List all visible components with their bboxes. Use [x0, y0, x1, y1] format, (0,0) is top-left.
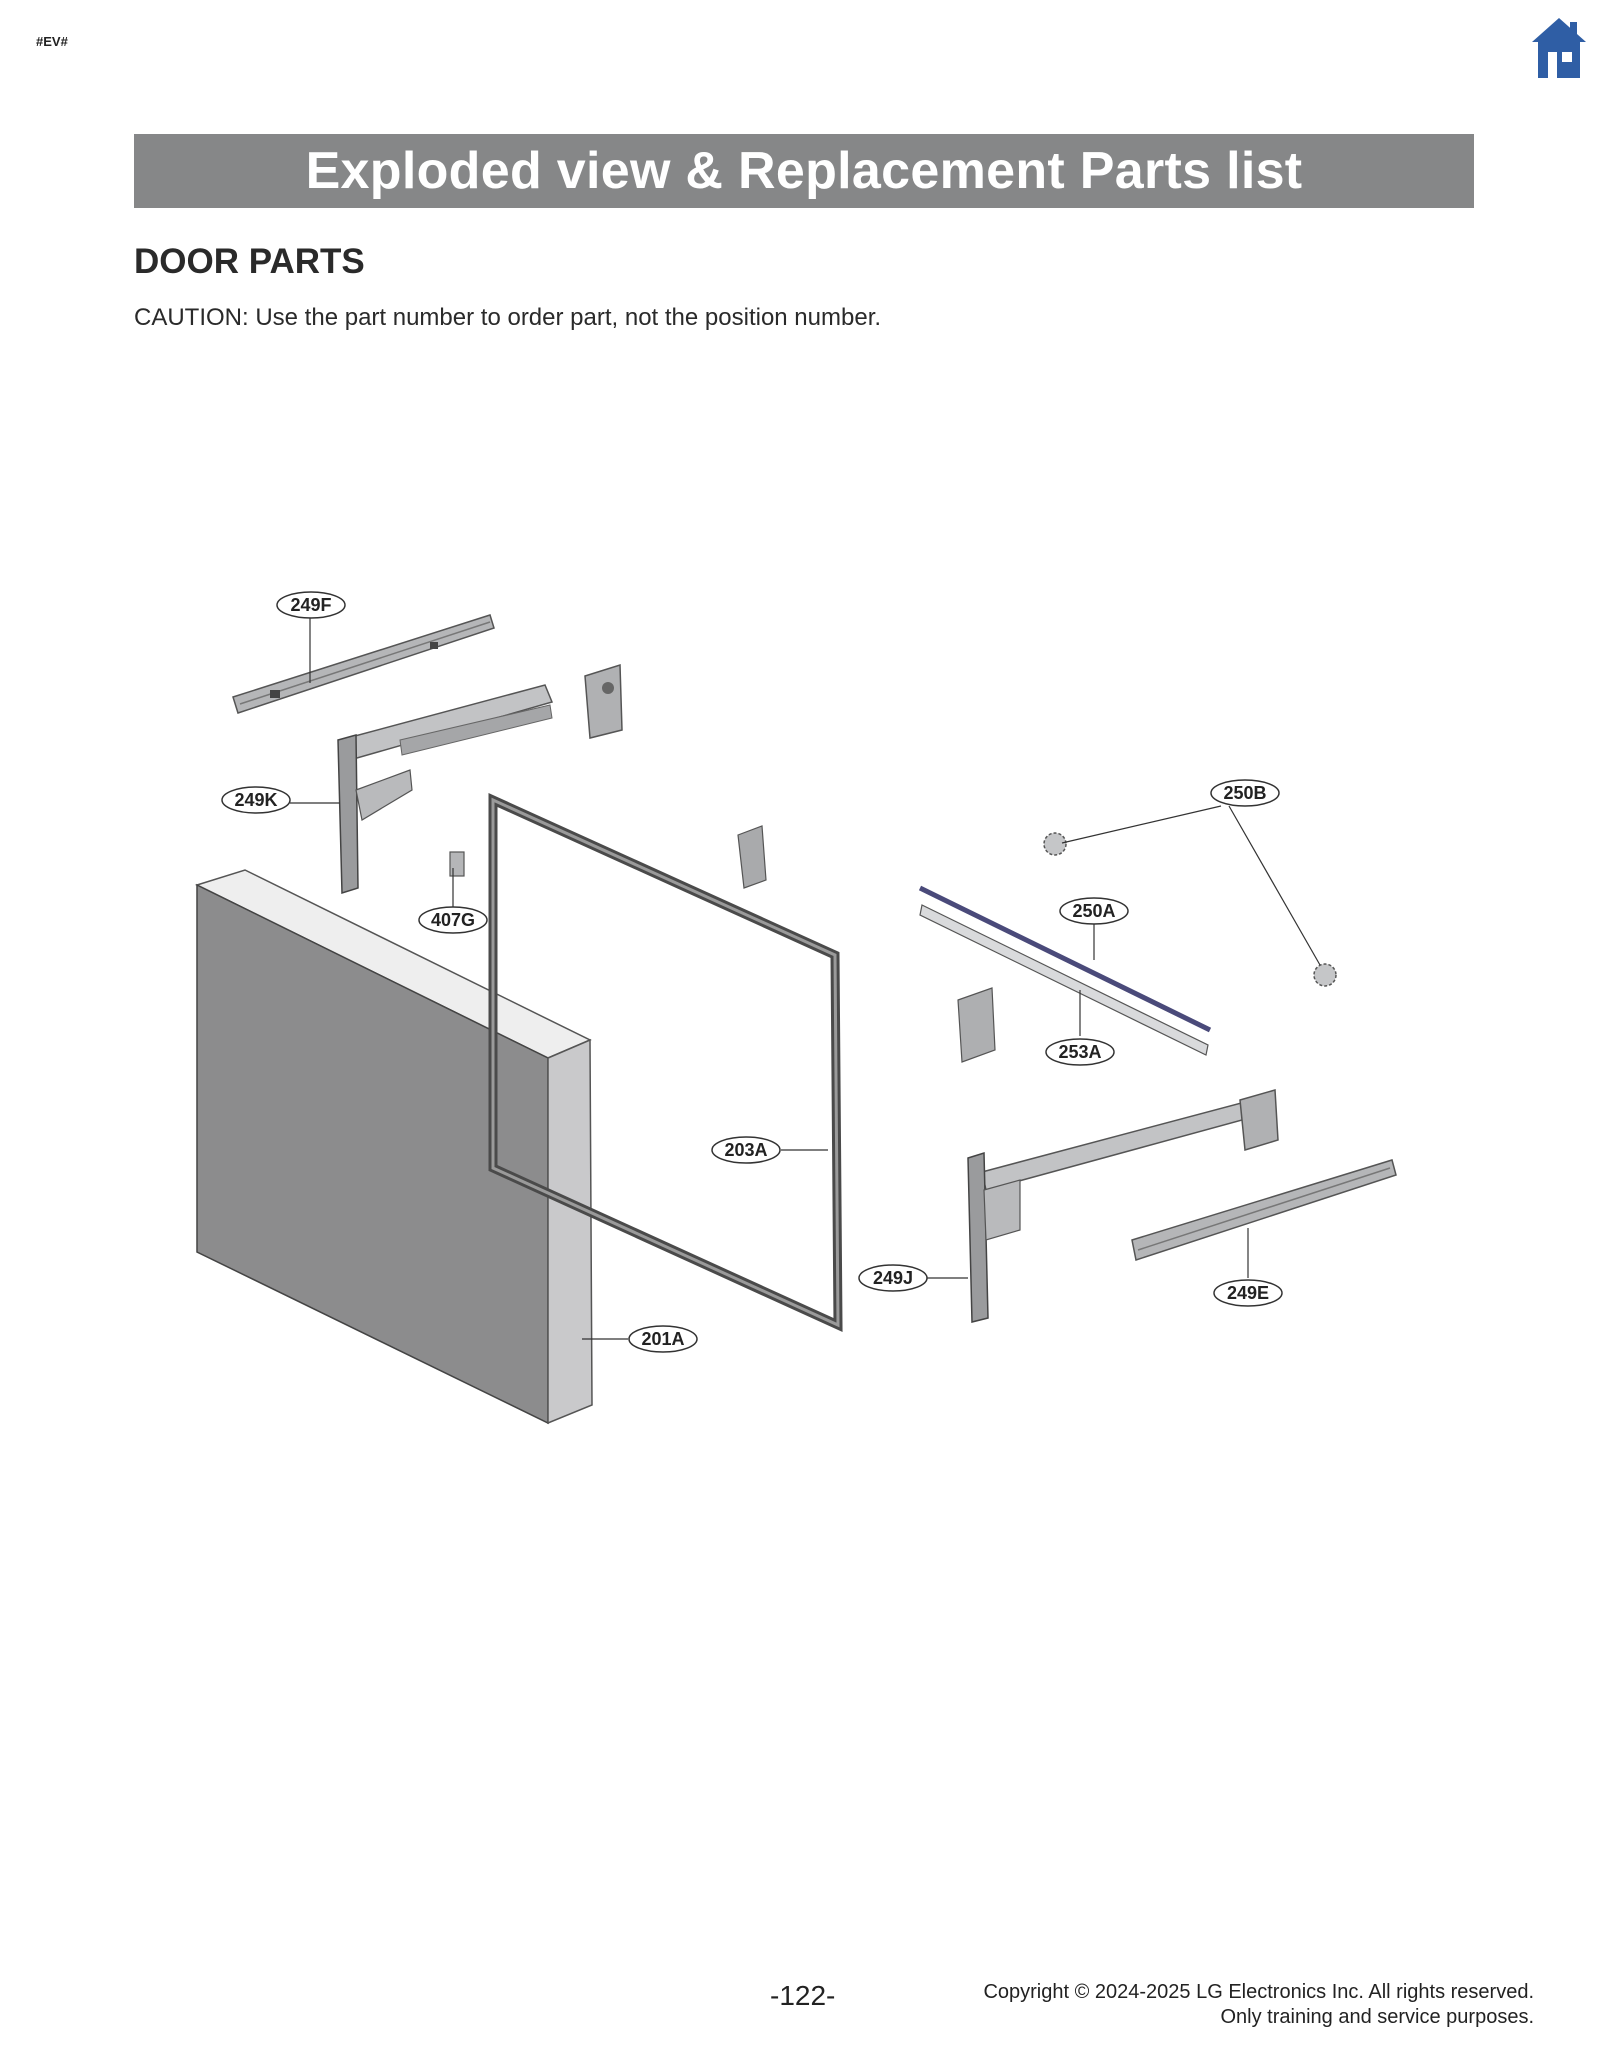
label-249F [277, 592, 345, 618]
label-249E [1214, 1280, 1282, 1306]
label-407G [419, 907, 487, 933]
label-253A-text: 253A [1058, 1042, 1102, 1062]
part-cover [738, 826, 766, 888]
caution-text: CAUTION: Use the part number to order part, not the position number. [134, 304, 882, 331]
label-249K-text: 249K [234, 790, 278, 810]
label-249F-text: 249F [290, 595, 332, 615]
part-249K-bracket [338, 665, 622, 893]
document-tag: #EV# [36, 34, 68, 49]
label-250B [1211, 780, 1279, 806]
label-253A [1046, 1039, 1114, 1065]
label-407G-text: 407G [430, 910, 476, 930]
copyright-line-1: Copyright © 2024-2025 LG Electronics Inc. All rights reserved. [983, 1981, 1534, 2003]
label-250A-text: 250A [1072, 901, 1116, 921]
part-249F-rail [233, 615, 494, 713]
label-250A [1060, 898, 1128, 924]
label-203A [712, 1137, 780, 1163]
label-249E-text: 249E [1226, 1283, 1270, 1303]
label-249K [222, 787, 290, 813]
part-407G-clip [450, 852, 464, 876]
section-title: DOOR PARTS [134, 242, 365, 281]
exploded-view-diagram [0, 560, 1600, 1460]
label-249J [859, 1265, 927, 1291]
part-hinge-block [958, 988, 995, 1062]
label-201A [629, 1326, 697, 1352]
part-249E-rail [1132, 1160, 1396, 1260]
home-icon[interactable] [1530, 16, 1588, 80]
banner-title: Exploded view & Replacement Parts list [305, 142, 1303, 200]
copyright-notice [983, 1980, 1534, 2030]
label-201A-text: 201A [641, 1329, 685, 1349]
page-banner [134, 134, 1474, 208]
label-249J-text: 249J [872, 1268, 914, 1288]
page-number: -122- [770, 1980, 836, 2011]
part-201A-door-panel [197, 870, 592, 1423]
label-203A-text: 203A [724, 1140, 768, 1160]
copyright-line-2: Only training and service purposes. [1220, 2006, 1534, 2028]
label-250B-text: 250B [1223, 783, 1267, 803]
